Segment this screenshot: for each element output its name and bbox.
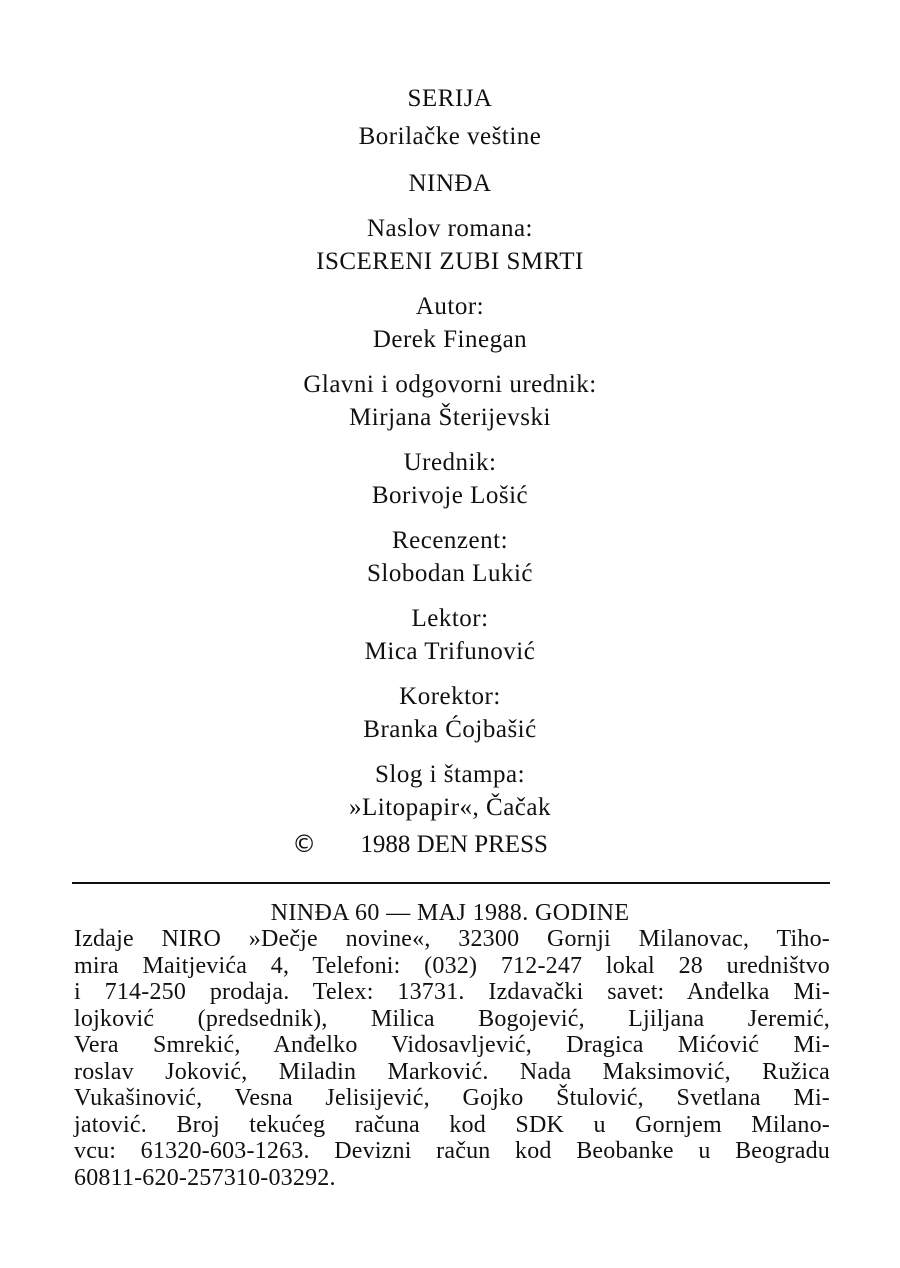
credit-printing [0,758,900,824]
imprint-line: lojković (predsednik), Milica Bogojević, Ljiljana Jeremić, [74,1005,830,1032]
series-label: SERIJA [407,85,493,112]
imprint-line: 60811-620-257310-03292. [74,1164,336,1191]
credit-label: Lektor: [411,605,489,632]
imprint-line: i 714-250 prodaja. Telex: 13731. Izdavački savet: Anđelka Mi- [74,979,830,1005]
imprint-line: roslav Joković, Miladin Marković. Nada Maksimović, Ružica [74,1058,830,1085]
credit-value: ISCERENI ZUBI SMRTI [316,248,584,275]
credit-value: Branka Ćojbašić [363,716,537,743]
credit-reviewer [0,524,900,590]
credit-label: Slog i štampa: [374,761,526,788]
credit-proofreader [0,602,900,668]
series-name: Borilačke veštine [358,123,542,150]
credit-label: Glavni i odgovorni urednik: [303,371,597,398]
horizontal-divider [72,882,830,884]
imprint-line: Izdaje NIRO »Dečje novine«, 32300 Gornji Milanovac, Tiho- [74,926,830,952]
credit-label: Recenzent: [391,527,509,554]
imprint-line: Vukašinović, Vesna Jelisijević, Gojko Štulović, Svetlana Mi- [74,1085,830,1111]
credit-value: Slobodan Lukić [366,560,533,587]
copyright-icon: © [292,830,317,858]
imprint-line: vcu: 61320-603-1263. Devizni račun kod Beobanke u Beogradu [74,1138,830,1164]
imprint-line: mira Maitjevića 4, Telefoni: (032) 712-247 lokal 28 uredništvo [74,952,830,979]
imprint-paragraph [74,926,830,1191]
credit-author [0,290,900,356]
copyright-line [0,828,900,861]
imprint-title: NINĐA 60 — MAJ 1988. GODINE [270,900,630,926]
credit-label: Korektor: [399,683,501,710]
credit-title [0,212,900,278]
edition-name: NINĐA [408,170,492,197]
credit-value: Borivoje Lošić [371,482,529,509]
imprint-line: Vera Smrekić, Anđelko Vidosavljević, Dragica Mićović Mi- [74,1032,830,1058]
credit-label: Autor: [415,293,485,320]
credit-label: Naslov romana: [367,215,533,242]
credits-block [0,82,900,824]
edition-block [0,167,900,200]
credit-corrector [0,680,900,746]
credit-value: Mica Trifunović [364,638,536,665]
credit-editor [0,446,900,512]
credit-editor-in-chief [0,368,900,434]
credit-value: Mirjana Šterijevski [349,404,551,431]
credit-value: »Litopapir«, Čačak [349,794,551,821]
credit-label: Urednik: [403,449,497,476]
imprint-line: jatović. Broj tekućeg računa kod SDK u Gornjem Milano- [74,1111,830,1138]
credit-value: Derek Finegan [372,326,528,353]
series-block [0,82,900,153]
copyright-text: 1988 DEN PRESS [360,831,548,858]
